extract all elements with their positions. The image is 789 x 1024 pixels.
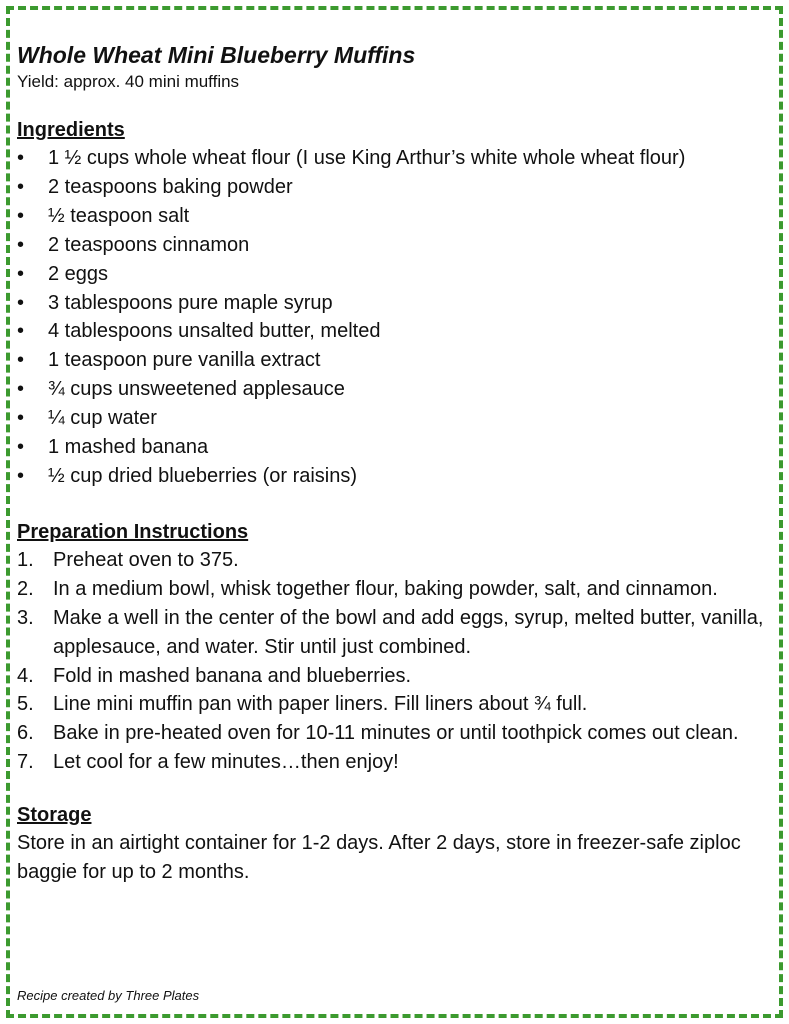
preparation-heading: Preparation Instructions <box>17 520 249 543</box>
step-item <box>17 719 777 748</box>
bullet-icon: • <box>17 464 25 487</box>
bullet-icon: • <box>17 147 25 169</box>
ingredient-text: ½ cup dried blueberries (or raisins) <box>48 464 358 487</box>
bullet-icon: • <box>17 262 25 285</box>
recipe-content <box>17 40 777 887</box>
bullet-icon: • <box>17 349 25 372</box>
ingredient-item <box>17 346 777 375</box>
ingredient-text: 3 tablespoons pure maple syrup <box>48 291 333 314</box>
step-number: 3. <box>17 606 34 629</box>
step-text: Line mini muffin pan with paper liners. Fill liners about ¾ full. <box>53 693 588 716</box>
bullet-icon: • <box>17 175 25 198</box>
step-text: Fold in mashed banana and blueberries. <box>53 664 412 687</box>
ingredient-item <box>17 289 777 318</box>
ingredient-item <box>17 202 777 231</box>
step-number: 7. <box>17 751 34 774</box>
ingredient-text: 1 teaspoon pure vanilla extract <box>48 349 321 372</box>
ingredients-list <box>17 144 777 491</box>
bullet-icon: • <box>17 320 25 343</box>
bullet-icon: • <box>17 291 25 314</box>
bullet-icon: • <box>17 436 25 459</box>
ingredient-text: 2 teaspoons baking powder <box>48 175 293 198</box>
ingredient-item <box>17 433 777 462</box>
ingredient-item <box>17 317 777 346</box>
step-number: 2. <box>17 577 34 600</box>
bullet-icon: • <box>17 378 25 401</box>
step-text: Make a well in the center of the bowl and add eggs, syrup, melted butter, vanilla, applesauce, and water. Stir until just combined. <box>53 606 764 658</box>
ingredient-text: 1 mashed banana <box>48 436 209 459</box>
step-text: In a medium bowl, whisk together flour, baking powder, salt, and cinnamon. <box>53 577 718 600</box>
step-number: 1. <box>17 548 34 571</box>
ingredient-text: 2 eggs <box>48 262 109 285</box>
storage-heading: Storage <box>17 804 92 827</box>
recipe-yield: Yield: approx. 40 mini muffins <box>17 72 240 91</box>
step-item <box>17 604 777 662</box>
ingredient-text: ½ teaspoon salt <box>48 204 190 227</box>
step-text: Bake in pre-heated oven for 10-11 minutes or until toothpick comes out clean. <box>53 722 739 745</box>
step-item <box>17 662 777 691</box>
ingredient-text: 4 tablespoons unsalted butter, melted <box>48 320 381 343</box>
ingredients-heading: Ingredients <box>17 119 125 141</box>
bullet-icon: • <box>17 407 25 430</box>
ingredient-item <box>17 462 777 491</box>
step-number: 6. <box>17 722 34 745</box>
bullet-icon: • <box>17 204 25 227</box>
ingredient-item <box>17 260 777 289</box>
ingredient-text: ¼ cup water <box>48 407 157 430</box>
step-text: Let cool for a few minutes…then enjoy! <box>53 751 399 774</box>
step-item <box>17 575 777 604</box>
ingredient-text: ¾ cups unsweetened applesauce <box>48 378 345 401</box>
ingredient-item <box>17 375 777 404</box>
step-text: Preheat oven to 375. <box>53 548 239 571</box>
ingredient-item <box>17 404 777 433</box>
bullet-icon: • <box>17 233 25 256</box>
recipe-title: Whole Wheat Mini Blueberry Muffins <box>17 42 416 68</box>
ingredient-text: 1 ½ cups whole wheat flour (I use King Arthur’s white whole wheat flour) <box>48 147 686 169</box>
ingredient-item <box>17 173 777 202</box>
ingredient-item <box>17 144 777 173</box>
step-number: 4. <box>17 664 34 687</box>
step-item <box>17 546 777 575</box>
step-number: 5. <box>17 693 34 716</box>
ingredient-text: 2 teaspoons cinnamon <box>48 233 250 256</box>
preparation-steps-list <box>17 546 777 777</box>
recipe-credit: Recipe created by Three Plates <box>17 988 200 1003</box>
storage-text: Store in an airtight container for 1-2 days. After 2 days, store in freezer-safe ziploc baggie for up to 2 months. <box>17 832 741 884</box>
step-item <box>17 690 777 719</box>
step-item <box>17 748 777 777</box>
ingredient-item <box>17 231 777 260</box>
